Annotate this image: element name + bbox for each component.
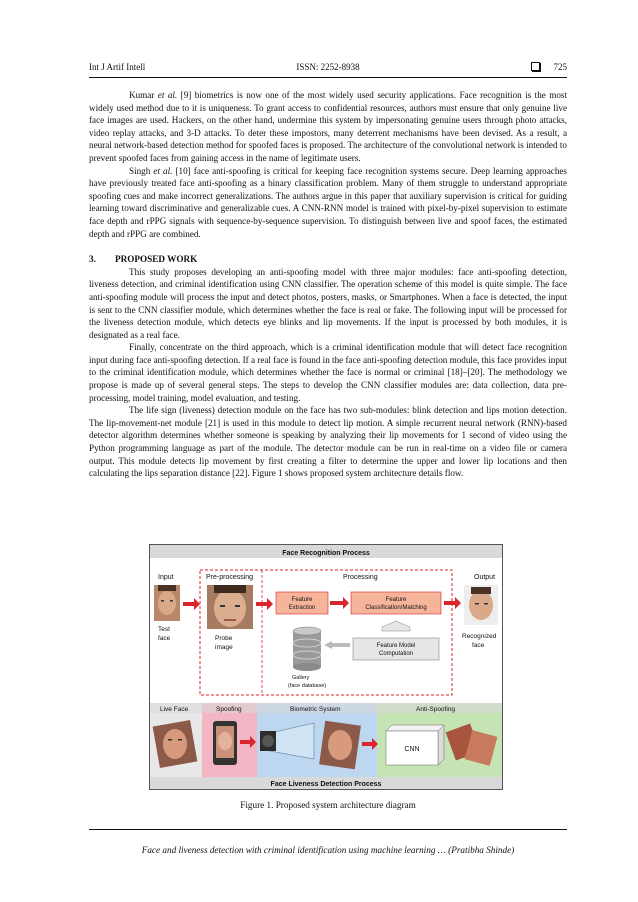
svg-text:image: image [215, 644, 233, 651]
arrow-left-icon [324, 641, 350, 649]
fig-preprocessing-label: Pre-processing [206, 574, 254, 581]
recognized-face-image [464, 585, 498, 625]
svg-text:Extraction: Extraction [288, 605, 316, 611]
body-text [89, 89, 567, 480]
figure-architecture [149, 544, 503, 790]
probe-image [207, 585, 253, 629]
svg-text:Spoofing: Spoofing [216, 706, 242, 713]
journal-name: Int J Artif Intell [89, 62, 146, 72]
svg-text:Classification/Matching: Classification/Matching [365, 605, 427, 611]
svg-text:Probe: Probe [215, 635, 233, 642]
svg-text:Feature Model: Feature Model [376, 643, 416, 649]
svg-text:Feature: Feature [291, 597, 313, 603]
paragraph-criminal: Finally, concentrate on the third approach, which is a criminal identification module that will detect face recognition input during face anti-spoofing detection. If a real face is found in the face anti-spoofing detection module, this face provides input to the criminal identification module, which determines whether the face is normal or criminal [18]–[20]. The methodology we propose is made up of several general steps. The steps to develop the CNN classifier modules are: data collection, data pre-processing, model training, model evaluation, and testing. [89, 342, 567, 403]
live-face-image [153, 720, 198, 768]
paragraph-proposed: This study proposes developing an anti-spoofing model with three major modules: face anti-spoofing detection, liveness detection, and criminal identification using CNN classifier. The operation scheme of this model is quite simple. The face anti-spoofing module will process the input and detect photos, posters, masks, or Smartphones. When a face is detected, the input is sent to the CNN classifier module, which determines whether the face is real or fake. The following input will be processed for the liveness detection module, which detects eye blinks and lip movements. If the input is processed by both modules, it is designated as a real face. [89, 266, 567, 340]
paragraph-singh: Singh et al. [10] face anti-spoofing is critical for keeping face recognition systems secure. Deep learning approaches have previously treated face anti-spoofing as a binary classification problem. Many of them struggle to understand appropriate spoofing cues and make incorrect generalizations. The authors argue in this paper that auxiliary supervision is critical for guiding learning toward discriminative and generalizable cues. A CNN-RNN model is trained with pixel-by-pixel supervision to estimate face depth and rPPG signals with sequence-by-sequence supervision. To distinguish between live and spoof faces, the estimated depth and rPPG are combined. [89, 165, 567, 239]
svg-text:(face database): (face database) [288, 683, 327, 689]
svg-text:Live Face: Live Face [160, 706, 189, 713]
svg-text:Gallery: Gallery [292, 675, 310, 681]
phone-spoof-image [213, 721, 237, 765]
page-number-wrap [531, 62, 568, 72]
header-rule [89, 77, 567, 78]
svg-text:Feature: Feature [385, 597, 407, 603]
fig-output-label: Output [474, 574, 496, 581]
database-icon [293, 627, 321, 671]
biometric-face-image [319, 721, 361, 770]
svg-text:Recognized: Recognized [462, 633, 497, 640]
svg-text:Biometric System: Biometric System [290, 706, 341, 713]
arrow-right-icon [330, 597, 349, 609]
issn: ISSN: 2252-8938 [296, 62, 360, 72]
up-arrow-icon [382, 621, 410, 631]
paragraph-liveness: The life sign (liveness) detection module on the face has two sub-modules: blink detection and lips motion detection. The lip-movement-net module [21] is used in this module to detect lip motion. A simple recurrent neural network (RNN)-based detector algorithm determines whether someone is speaking by analyzing their lip movements for 1 second of video using the Python programming language as part of the module. The detector module can be run in real-time on a video file or camera output. This module detects lip movement by first creating a filter to determine the upper and lower lip locations and then calculating the lips separation distance [22]. Figure 1 shows proposed system architecture details flow. [89, 405, 567, 479]
running-footer: Face and liveness detection with criminal identification using machine learning … (Pratibha Shinde) [141, 845, 515, 855]
fig-title-top: Face Recognition Process [282, 550, 370, 557]
arrow-right-icon [183, 598, 200, 610]
svg-text:face: face [472, 642, 485, 649]
footer-rule [89, 829, 567, 830]
test-face-image [154, 585, 180, 621]
svg-text:Anti-Spoofing: Anti-Spoofing [416, 706, 456, 713]
checkbox-square-icon [531, 62, 540, 71]
svg-text:Computation: Computation [378, 651, 414, 657]
svg-text:face: face [158, 635, 171, 642]
paragraph-kumar: Kumar et al. [9] biometrics is now one of the most widely used security applications. Face recognition is the most widely used method due to it is uniqueness. To grant access to confidential resources, authors must ensure that only genuine live face images are used. Hackers, on the other hand, undermine this system by impersonating genuine users through photo attacks, video replay attacks, and 3-D attacks. To deter these impostors, many deterrent mechanisms have been devised. As a result, a neural network-based detection method for spoofed faces is proposed. The architecture of the convolutional network is intended to prevent spoofed faces from gaining access in the name of legitimate users. [89, 90, 568, 163]
cnn-box [386, 725, 444, 765]
svg-text:Test: Test [158, 626, 170, 633]
section-heading: 3. PROPOSED WORK [89, 254, 198, 265]
svg-text:CNN: CNN [404, 746, 420, 753]
running-header [89, 62, 567, 76]
figure-caption: Figure 1. Proposed system architecture diagram [240, 800, 416, 810]
fig-title-bottom: Face Liveness Detection Process [270, 781, 382, 788]
fig-input-label: Input [158, 574, 174, 581]
fig-processing-label: Processing [343, 574, 378, 581]
page-number: 725 [553, 62, 567, 72]
arrow-right-icon [256, 598, 273, 610]
